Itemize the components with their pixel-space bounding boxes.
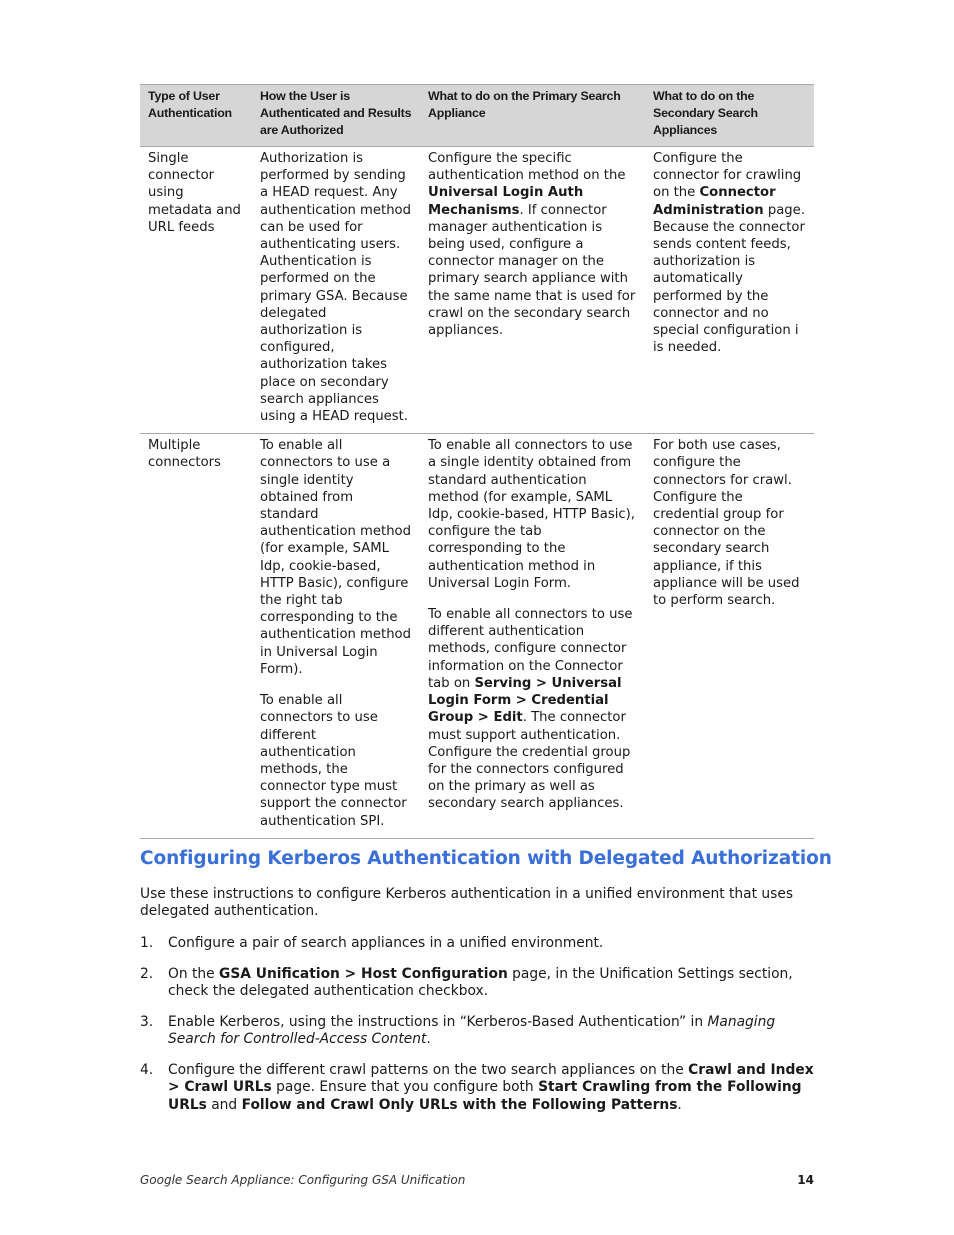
ui-field: Follow and Crawl Only URLs with the Following Patterns: [241, 1096, 678, 1113]
text: Enable Kerberos, using the instructions in “Kerberos-Based Authentication” in: [168, 1013, 708, 1030]
cell-type: Multiple connectors: [140, 434, 252, 838]
text: . The connector must support authentication. Configure the credential group for the connectors configured on the primary as well as secondary search appliances.: [428, 710, 631, 812]
ui-path: Crawl and Index > Crawl URLs: [168, 1061, 814, 1096]
cell-type: Single connector using metadata and URL feeds: [140, 147, 252, 434]
cell-secondary: [645, 147, 814, 434]
text: . If connector manager authentication is being used, configure a connector manager on the primary search appliance with the same name that is used for crawl on the secondary search appliances.: [428, 202, 636, 339]
step-number: 3.: [140, 1013, 154, 1030]
text: .: [426, 1031, 431, 1048]
step-number: 4.: [140, 1061, 154, 1078]
text: On the: [168, 965, 220, 982]
text: page. Ensure that you configure both: [271, 1079, 539, 1096]
footer-page-number: 14: [797, 1173, 814, 1187]
cell-how: [252, 434, 420, 838]
cell-secondary: For both use cases, configure the connectors for crawl. Configure the credential group for connector on the secondary search appliance, if this appliance will be used to perform search.: [645, 434, 814, 838]
auth-table-container: [140, 84, 814, 839]
ui-path: Serving > Universal Login Form > Credential Group > Edit: [428, 675, 622, 726]
cell-primary: [420, 147, 645, 434]
table-header-row: [140, 85, 814, 147]
step-number: 2.: [140, 965, 154, 982]
list-item: [140, 966, 820, 1001]
table-row: [140, 434, 814, 838]
footer-document-title: Google Search Appliance: Configuring GSA Unification: [140, 1173, 466, 1187]
paragraph: To enable all connectors to use different authentication methods, the connector type must support the connector authentication SPI.: [260, 693, 407, 829]
step-number: 1.: [140, 935, 154, 951]
ui-path: Universal Login Auth Mechanisms: [428, 185, 584, 218]
ui-path: GSA Unification > Host Configuration: [219, 965, 508, 982]
header-secondary-appliances: What to do on the Secondary Search Appliances: [645, 85, 814, 147]
cell-how: Authorization is performed by sending a HEAD request. Any authentication method can be used for authenticating users. Authentication is performed on the primary GSA. Because delegated authorization is configured, authorization takes place on secondary search appliances using a HEAD request.: [252, 147, 420, 434]
list-item: [140, 1062, 820, 1114]
header-how-authenticated: How the User is Authenticated and Results are Authorized: [252, 85, 420, 147]
paragraph: To enable all connectors to use a single identity obtained from standard authentication method (for example, SAML Idp, cookie-based, HTTP Basic), configure the right tab corresponding to the authentication method in Universal Login Form).: [260, 438, 411, 677]
text: Configure the different crawl patterns on the two search appliances on the: [168, 1061, 689, 1078]
table-row: [140, 147, 814, 434]
text: .: [677, 1096, 682, 1113]
doc-title: Managing Search for Controlled-Access Content: [168, 1013, 776, 1048]
text: Configure the specific authentication method on the: [428, 151, 626, 184]
text: To enable all connectors to use different authentication methods, configure connector information on the Connector tab on: [428, 607, 633, 691]
cell-primary: [420, 434, 645, 838]
list-item: [140, 1014, 820, 1049]
text: and: [206, 1096, 242, 1113]
header-primary-appliance: What to do on the Primary Search Appliance: [420, 85, 645, 147]
authentication-table: [140, 84, 814, 839]
paragraph: To enable all connectors to use a single identity obtained from standard authentication method (for example, SAML Idp, cookie-based, HTTP Basic), configure the tab corresponding to the authentication method in Universal Login Form.: [428, 438, 635, 591]
text: page, in the Unification Settings section, check the delegated authentication checkbox.: [168, 965, 793, 1000]
text: page. Because the connector sends content feeds, authorization is automatically performed by the connector and no special configuration i is needed.: [653, 202, 805, 356]
paragraph: [428, 606, 637, 812]
steps-list: [140, 935, 820, 1127]
step-text: Configure a pair of search appliances in a unified environment.: [168, 935, 604, 951]
section-heading: Configuring Kerberos Authentication with Delegated Authorization: [140, 848, 832, 869]
header-type-of-auth: Type of User Authentication: [140, 85, 252, 147]
intro-paragraph: Use these instructions to configure Kerberos authentication in a unified environment that uses delegated authentication.: [140, 886, 794, 920]
ui-path: Connector Administration: [653, 185, 776, 218]
ui-field: Start Crawling from the Following URLs: [168, 1079, 802, 1113]
text: Configure the connector for crawling on the: [653, 151, 802, 201]
list-item: [140, 935, 820, 952]
